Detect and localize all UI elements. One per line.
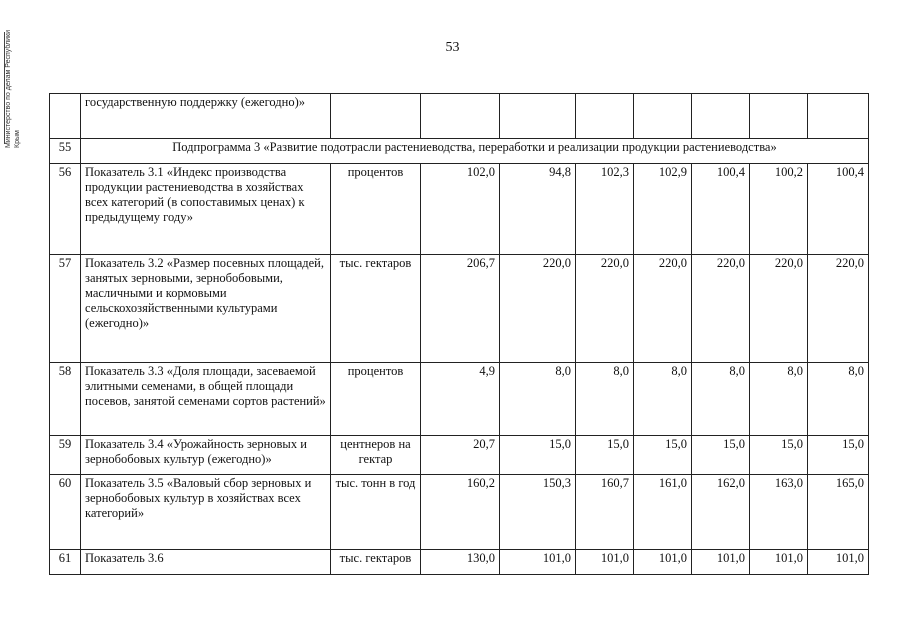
value-cell: 102,9 — [634, 164, 692, 255]
value-cell — [421, 94, 500, 139]
unit-cell: тыс. гектаров — [331, 255, 421, 363]
table-row — [50, 363, 869, 436]
value-cell: 102,0 — [421, 164, 500, 255]
page-number: 53 — [445, 40, 460, 55]
unit-cell — [331, 94, 421, 139]
unit-cell: процентов — [331, 363, 421, 436]
row-number-cell — [50, 94, 81, 139]
value-cell: 15,0 — [692, 436, 750, 475]
value-cell: 8,0 — [808, 363, 869, 436]
indicator-cell: Показатель 3.5 «Валовый сбор зерновых и зернобобовых культур в хозяйствах всех категорий» — [81, 475, 331, 550]
value-cell: 8,0 — [750, 363, 808, 436]
value-cell: 8,0 — [500, 363, 576, 436]
value-cell: 100,4 — [692, 164, 750, 255]
row-number-cell: 58 — [50, 363, 81, 436]
value-cell: 15,0 — [750, 436, 808, 475]
value-cell: 15,0 — [808, 436, 869, 475]
indicator-cell: Показатель 3.6 — [81, 550, 331, 575]
value-cell: 220,0 — [808, 255, 869, 363]
row-number-cell: 55 — [50, 139, 81, 164]
value-cell: 101,0 — [692, 550, 750, 575]
value-cell: 220,0 — [634, 255, 692, 363]
value-cell: 206,7 — [421, 255, 500, 363]
value-cell: 8,0 — [576, 363, 634, 436]
value-cell: 101,0 — [808, 550, 869, 575]
table-row — [50, 436, 869, 475]
row-number-cell: 56 — [50, 164, 81, 255]
value-cell — [692, 94, 750, 139]
row-number-cell: 60 — [50, 475, 81, 550]
value-cell: 15,0 — [500, 436, 576, 475]
value-cell: 15,0 — [576, 436, 634, 475]
value-cell: 94,8 — [500, 164, 576, 255]
value-cell: 100,2 — [750, 164, 808, 255]
value-cell: 100,4 — [808, 164, 869, 255]
value-cell: 150,3 — [500, 475, 576, 550]
subprogram-row — [50, 139, 869, 164]
value-cell: 101,0 — [634, 550, 692, 575]
row-number-cell: 59 — [50, 436, 81, 475]
value-cell: 101,0 — [576, 550, 634, 575]
table-row — [50, 550, 869, 575]
indicator-cell: Показатель 3.2 «Размер посевных площадей, занятых зерновыми, зернобобовыми, масличными и кормовыми сельскохозяйственными культурами (ежегодно)» — [81, 255, 331, 363]
value-cell: 220,0 — [576, 255, 634, 363]
value-cell: 20,7 — [421, 436, 500, 475]
row-number-cell: 57 — [50, 255, 81, 363]
indicator-cell: Показатель 3.3 «Доля площади, засеваемой элитными семенами, в общей площади посевов, занятой семенами сортов растений» — [81, 363, 331, 436]
table-row — [50, 475, 869, 550]
value-cell — [576, 94, 634, 139]
value-cell: 162,0 — [692, 475, 750, 550]
indicators-table — [49, 93, 869, 575]
indicator-cell: Показатель 3.4 «Урожайность зерновых и зернобобовых культур (ежегодно)» — [81, 436, 331, 475]
value-cell: 130,0 — [421, 550, 500, 575]
value-cell: 163,0 — [750, 475, 808, 550]
subprogram-title: Подпрограмма 3 «Развитие подотрасли растениеводства, переработки и реализации продукции растениеводства» — [81, 139, 869, 164]
value-cell: 101,0 — [750, 550, 808, 575]
value-cell: 160,2 — [421, 475, 500, 550]
unit-cell: центнеров на гектар — [331, 436, 421, 475]
value-cell: 220,0 — [500, 255, 576, 363]
value-cell: 160,7 — [576, 475, 634, 550]
unit-cell: тыс. тонн в год — [331, 475, 421, 550]
value-cell — [750, 94, 808, 139]
unit-cell: тыс. гектаров — [331, 550, 421, 575]
value-cell: 15,0 — [634, 436, 692, 475]
value-cell: 8,0 — [692, 363, 750, 436]
value-cell: 220,0 — [750, 255, 808, 363]
unit-cell: процентов — [331, 164, 421, 255]
value-cell: 161,0 — [634, 475, 692, 550]
value-cell: 4,9 — [421, 363, 500, 436]
value-cell — [500, 94, 576, 139]
table-row — [50, 164, 869, 255]
value-cell — [808, 94, 869, 139]
indicator-cell: государственную поддержку (ежегодно)» — [81, 94, 331, 139]
value-cell: 102,3 — [576, 164, 634, 255]
stamp-text: Министерство по делам Республики Крым — [5, 29, 21, 148]
table-row — [50, 255, 869, 363]
value-cell: 220,0 — [692, 255, 750, 363]
value-cell — [634, 94, 692, 139]
value-cell: 101,0 — [500, 550, 576, 575]
table-row — [50, 94, 869, 139]
indicator-cell: Показатель 3.1 «Индекс производства продукции растениеводства в хозяйствах всех категорий (в сопоставимых ценах) к предыдущему году» — [81, 164, 331, 255]
row-number-cell: 61 — [50, 550, 81, 575]
value-cell: 165,0 — [808, 475, 869, 550]
value-cell: 8,0 — [634, 363, 692, 436]
